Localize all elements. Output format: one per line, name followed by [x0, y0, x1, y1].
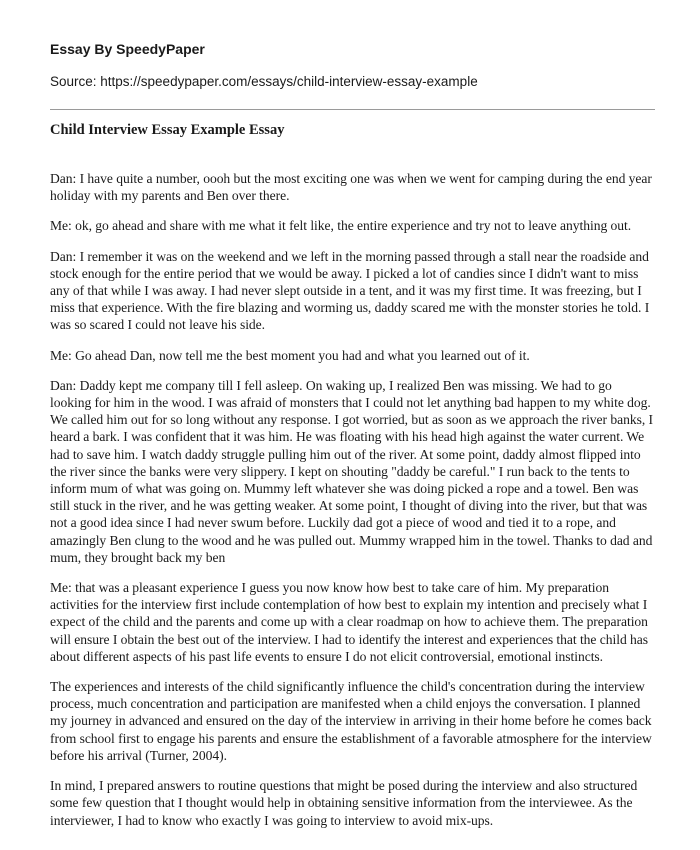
paragraph: Dan: Daddy kept me company till I fell asleep. On waking up, I realized Ben was missing. We had to go looking for him in the wood. I was afraid of monsters that I could not let anything bad happen to my white dog. We called him out for so long without any response. I got worried, but as soon as we approach the river banks, I heard a bark. I was confident that it was him. He was floating with his head high against the water current. We had to save him. I watch daddy struggle pulling him out of the river. At some point, daddy almost flipped into the river since the banks were very slippery. I kept on shouting "daddy be careful." I run back to the tents to inform mum of what was going on. Mummy left whatever she was doing picked a rope and a towel. Ben was still stuck in the river, and he was getting weaker. At some point, I thought of diving into the river, but that was not a good idea since I had never swum before. Luckily dad got a piece of wood and tied it to a rope, and amazingly Ben clung to the wood and he was pulled out. Mummy wrapped him in the towel. Thanks to dad and mum, they brought back my ben	[50, 377, 653, 565]
header-divider	[50, 109, 655, 110]
source-line: Source: https://speedypaper.com/essays/child-interview-essay-example	[50, 74, 478, 89]
paragraph: Me: ok, go ahead and share with me what it felt like, the entire experience and try not to leave anything out.	[50, 218, 632, 234]
paragraph: The experiences and interests of the child significantly influence the child's concentration during the interview process, much concentration and participation are manifested when a child enjoys the conversation. I planned my journey in advanced and ensured on the day of the interview in arriving in their home before he comes back from school first to engage his parents and ensure the establishment of a favorable atmosphere for the interview before his arrival (Turner, 2004).	[50, 679, 652, 763]
paragraph: Me: Go ahead Dan, now tell me the best moment you had and what you learned out of it.	[50, 347, 530, 363]
document-header	[50, 40, 655, 91]
paragraph: In mind, I prepared answers to routine questions that might be posed during the interview and also structured some few question that I thought would help in obtaining sensitive information from the interviewee. As the interviewer, I had to know who exactly I was going to interview to avoid mix-ups.	[50, 778, 638, 828]
essay-body	[50, 170, 656, 842]
essay-title: Child Interview Essay Example Essay	[50, 122, 285, 138]
paragraph: Dan: I remember it was on the weekend and we left in the morning passed through a stall near the roadside and stock enough for the entire period that we would be away. I picked a lot of candies since I didn't want to miss any of that while I was away. I had never slept outside in a tent, and it was my first time. It was freezing, but I miss that experience. With the fire blazing and worming us, daddy scared me with the monster stories he told. I was so scared I could not leave his side.	[50, 248, 650, 333]
publisher-title: Essay By SpeedyPaper	[50, 41, 205, 57]
paragraph: Me: that was a pleasant experience I guess you now know how best to take care of him. My preparation activities for the interview first include contemplation of how best to explain my intention and precisely what I expect of the child and the parents and come up with a clear roadmap on how to achieve them. The preparation will ensure I obtain the best out of the interview. I had to identify the interest and experiences that the child has about different aspects of his past life events to ensure I do not elicit controversial, emotional instincts.	[50, 580, 649, 664]
paragraph: Dan: I have quite a number, oooh but the most exciting one was when we went for camping during the end year holiday with my parents and Ben over there.	[50, 171, 652, 204]
